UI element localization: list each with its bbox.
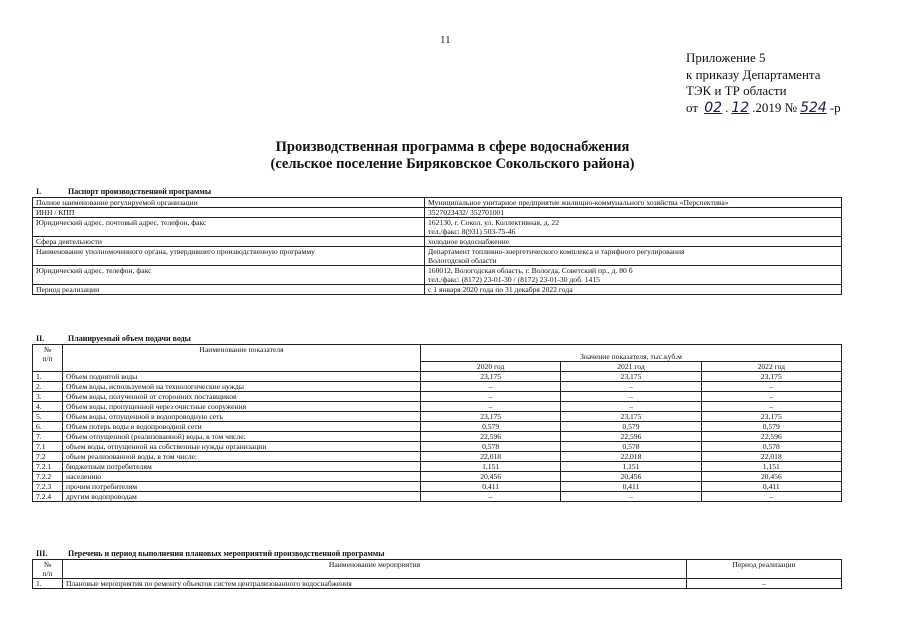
row-value-year: – [701, 402, 841, 412]
section-3-heading [32, 549, 384, 558]
row-value-year: 0,411 [701, 482, 841, 492]
header-year: 2020 год [421, 362, 561, 372]
row-label: Юридический адрес, телефон, факс [33, 266, 425, 285]
row-value-year: 22,596 [701, 432, 841, 442]
date-separator: . [725, 99, 729, 115]
header-num-line-2: п/п [42, 569, 53, 578]
header-activity: Наименование мероприятия [63, 560, 687, 579]
row-label: Полное наименование регулируемой организации [33, 198, 425, 208]
table-header-row [33, 560, 842, 579]
row-value-line-1: Департамент топливно-энергетического комплекса и тарифного регулирования [428, 247, 685, 256]
section-2-heading [32, 334, 191, 343]
table-row [33, 372, 842, 382]
row-value-year: 22,018 [561, 452, 701, 462]
row-value-year: 0,579 [701, 422, 841, 432]
row-period: – [687, 579, 842, 589]
row-value-year: 0,578 [561, 442, 701, 452]
table-row [33, 208, 842, 218]
row-value-year: – [561, 392, 701, 402]
row-value-year: – [421, 392, 561, 402]
row-indicator: Объем потерь воды в водопроводной сети [63, 422, 421, 432]
row-number: 7.2.3 [33, 482, 63, 492]
row-number: 4. [33, 402, 63, 412]
row-value-year: – [421, 492, 561, 502]
row-number: 7.1 [33, 442, 63, 452]
table-row [33, 218, 842, 237]
row-number: 7.2 [33, 452, 63, 462]
row-number: 6. [33, 422, 63, 432]
row-value-line-2: Вологодской области [428, 256, 497, 265]
row-value-year: 23,175 [561, 412, 701, 422]
row-indicator: населению [63, 472, 421, 482]
row-value-year: – [561, 382, 701, 392]
passport-table [32, 197, 842, 295]
table-row [33, 579, 842, 589]
table-row [33, 422, 842, 432]
section-3-number: III. [36, 549, 48, 558]
row-indicator: объем воды, отпущенной на собственные нужды организации [63, 442, 421, 452]
row-value: холодное водоснабжение [425, 237, 842, 247]
row-number: 7. [33, 432, 63, 442]
table-header-row [33, 345, 842, 362]
row-value-line-2: тел./факс: (8172) 23-01-30 / (8172) 23-01-30 доб. 1415 [428, 275, 600, 284]
row-label: Юридический адрес, почтовый адрес, телефон, факс [33, 218, 425, 237]
row-value-year: – [421, 402, 561, 412]
row-value: Муниципальное унитарное предприятие жилищно-коммунального хозяйства «Перспектива» [425, 198, 842, 208]
appendix-line-1: Приложение 5 [686, 50, 766, 65]
section-2-number: II. [36, 334, 45, 343]
table-row [33, 382, 842, 392]
document-title [0, 139, 905, 173]
row-label: Период реализации [33, 285, 425, 295]
table-row [33, 452, 842, 462]
row-value-year: 22,596 [421, 432, 561, 442]
row-value-line-1: 160012, Вологодская область, г. Вологда, Советский пр., д. 80 б [428, 266, 633, 275]
row-indicator: Объем воды, используемой на технологические нужды [63, 382, 421, 392]
header-num [33, 345, 63, 372]
header-value: Значение показателя, тыс.куб.м [421, 345, 842, 362]
header-num [33, 560, 63, 579]
row-indicator: Объем отпущенной (реализованной) воды, в том числе: [63, 432, 421, 442]
table-row [33, 247, 842, 266]
row-value-year: 1,151 [421, 462, 561, 472]
row-value-year: 0,411 [421, 482, 561, 492]
table-row [33, 432, 842, 442]
row-value-line-2: тел./факс: 8(931) 503-75-46 [428, 227, 516, 236]
row-value-year: – [701, 392, 841, 402]
row-indicator: Объем воды, отпущенной в водопроводную сеть [63, 412, 421, 422]
row-label: ИНН / КПП [33, 208, 425, 218]
row-value-year: – [561, 492, 701, 502]
row-value [425, 218, 842, 237]
table-row [33, 266, 842, 285]
header-num-line-1: № [43, 560, 52, 569]
row-indicator: Объем воды, полученной от сторонних поставщиков [63, 392, 421, 402]
row-number: 7.2.2 [33, 472, 63, 482]
row-value-year: 1,151 [561, 462, 701, 472]
header-num-line-1: № [43, 345, 52, 354]
row-indicator: другим водопроводам [63, 492, 421, 502]
table-row [33, 462, 842, 472]
section-2-title: Планируемый объем подачи воды [68, 334, 191, 343]
appendix-line-3: ТЭК и ТР области [686, 83, 787, 98]
row-value-year: – [421, 382, 561, 392]
table-row [33, 472, 842, 482]
row-label: Сфера деятельности [33, 237, 425, 247]
page-number: 11 [440, 34, 451, 46]
row-number: 2. [33, 382, 63, 392]
row-activity: Плановые мероприятия по ремонту объектов систем централизованного водоснабжения [63, 579, 687, 589]
row-value-year: 20,456 [421, 472, 561, 482]
row-value-year: 0,578 [701, 442, 841, 452]
row-value-year: 20,456 [561, 472, 701, 482]
row-number: 5. [33, 412, 63, 422]
header-num-line-2: п/п [42, 354, 53, 363]
row-value-year: 1,151 [701, 462, 841, 472]
table-row [33, 237, 842, 247]
row-value-year: 0,579 [421, 422, 561, 432]
header-indicator: Наименование показателя [63, 345, 421, 372]
row-number: 7.2.1 [33, 462, 63, 472]
row-value: с 1 января 2020 года по 31 декабря 2022 года [425, 285, 842, 295]
row-value-year: – [701, 492, 841, 502]
activities-table [32, 559, 842, 589]
row-value-year: 23,175 [701, 412, 841, 422]
row-value-year: 23,175 [561, 372, 701, 382]
row-number: 7.2.4 [33, 492, 63, 502]
section-3-title: Перечень и период выполнения плановых мероприятий производственной программы [68, 549, 385, 558]
title-line-2: (сельское поселение Бирякoвское Сокольского района) [270, 156, 635, 172]
row-value: 3527023432/ 352701001 [425, 208, 842, 218]
header-year: 2022 год [701, 362, 841, 372]
section-1-number: I. [36, 187, 42, 196]
row-value-year: – [701, 382, 841, 392]
row-value-year: 23,175 [421, 372, 561, 382]
row-value-year: 22,018 [701, 452, 841, 462]
header-period: Период реализации [687, 560, 842, 579]
appendix-date-line [686, 100, 841, 117]
table-row [33, 198, 842, 208]
order-suffix: -р [829, 99, 841, 115]
row-value-year: 23,175 [701, 372, 841, 382]
handwritten-order-number: 524 [800, 99, 827, 116]
table-row [33, 285, 842, 295]
row-number: 1. [33, 372, 63, 382]
title-line-1: Производственная программа в сфере водоснабжения [275, 139, 630, 155]
row-number: 1. [33, 579, 63, 589]
row-value-year: – [561, 402, 701, 412]
row-value-year: 0,578 [421, 442, 561, 452]
row-number: 3. [33, 392, 63, 402]
handwritten-day: 02 [704, 99, 723, 116]
row-label: Наименование уполномоченного органа, утвердившего производственную программу [33, 247, 425, 266]
date-year-number: .2019 № [752, 99, 798, 115]
row-indicator: Объем поднятой воды [63, 372, 421, 382]
appendix-block [686, 50, 841, 116]
section-1-title: Паспорт производственной программы [68, 187, 212, 196]
row-value-year: 23,175 [421, 412, 561, 422]
row-value-year: 22,018 [421, 452, 561, 462]
section-1-heading [32, 187, 211, 196]
row-indicator: бюджетным потребителям [63, 462, 421, 472]
table-row [33, 392, 842, 402]
row-value-year: 20,456 [701, 472, 841, 482]
table-row [33, 482, 842, 492]
table-row [33, 402, 842, 412]
row-value-year: 0,411 [561, 482, 701, 492]
row-indicator: прочим потребителям [63, 482, 421, 492]
row-value-line-1: 162130, г. Сокол, ул. Коллективная, д. 22 [428, 218, 559, 227]
table-row [33, 492, 842, 502]
row-value-year: 0,579 [561, 422, 701, 432]
row-value [425, 247, 842, 266]
table-row [33, 442, 842, 452]
appendix-line-2: к приказу Департамента [686, 66, 821, 82]
header-year: 2021 год [561, 362, 701, 372]
table-row [33, 412, 842, 422]
row-indicator: Объем воды, пропущенной через очистные сооружения [63, 402, 421, 412]
water-supply-table [32, 344, 842, 502]
row-value [425, 266, 842, 285]
row-value-year: 22,596 [561, 432, 701, 442]
handwritten-month: 12 [731, 99, 750, 116]
date-prefix: от [686, 99, 699, 115]
row-indicator: объем реализованной воды, в том числе: [63, 452, 421, 462]
